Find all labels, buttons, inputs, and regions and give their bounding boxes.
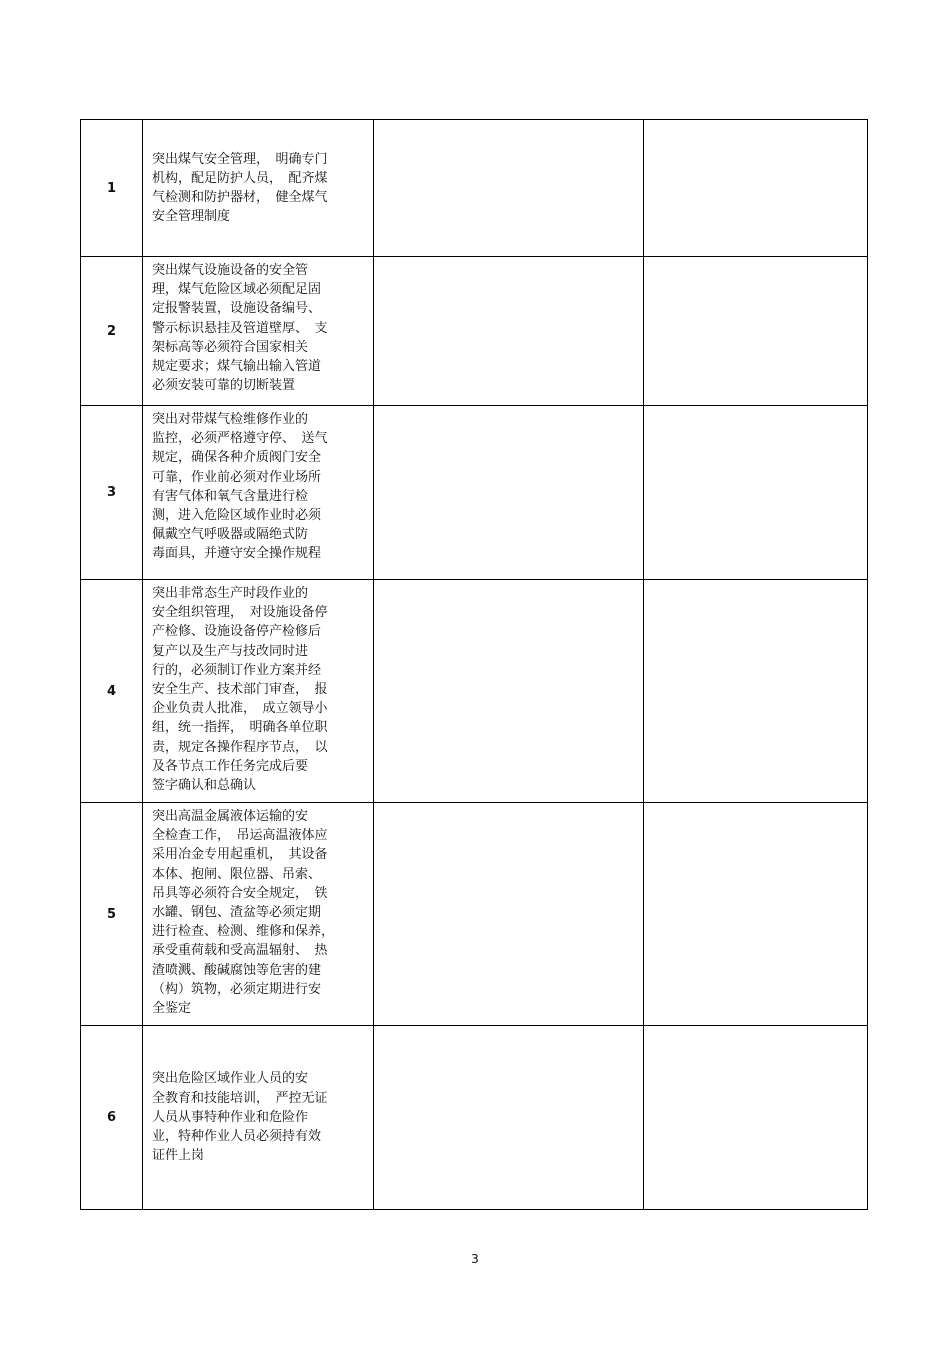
row-description: 突出对带煤气检维修作业的 监控，必须严格遵守停、 送气 规定，确保各种介质阀门安全 可靠，作业前必须对作业场所 有害气体和氧气含量进行检 测，进入危险区域作业时必须 佩戴空气呼吸器或隔绝式防 毒面具，并遵守安全操作规程 bbox=[143, 406, 374, 580]
row-number: 3 bbox=[81, 406, 143, 580]
blank-cell bbox=[374, 803, 644, 1026]
table-row bbox=[81, 1026, 868, 1210]
row-description: 突出煤气设施设备的安全管 理，煤气危险区域必须配足固 定报警装置，设施设备编号、 警示标识悬挂及管道壁厚、 支 架标高等必须符合国家相关 规定要求；煤气输出输入管道 必须安装可靠的切断装置 bbox=[143, 257, 374, 406]
row-description: 突出危险区域作业人员的安 全教育和技能培训， 严控无证 人员从事特种作业和危险作 业，特种作业人员必须持有效 证件上岗 bbox=[143, 1026, 374, 1210]
row-number: 6 bbox=[81, 1026, 143, 1210]
blank-cell bbox=[644, 1026, 868, 1210]
blank-cell bbox=[374, 257, 644, 406]
blank-cell bbox=[374, 1026, 644, 1210]
row-description: 突出非常态生产时段作业的 安全组织管理， 对设施设备停 产检修、设施设备停产检修后 复产以及生产与技改同时进 行的，必须制订作业方案并经 安全生产、技术部门审查， 报 企业负责人批准， 成立领导小 组，统一指挥， 明确各单位职 责，规定各操作程序节点， 以 及各节点工作任务完成后要 签字确认和总确认 bbox=[143, 580, 374, 803]
page-number: 3 bbox=[471, 1252, 479, 1266]
blank-cell bbox=[374, 120, 644, 257]
checklist-table bbox=[80, 119, 868, 1210]
blank-cell bbox=[644, 803, 868, 1026]
blank-cell bbox=[644, 580, 868, 803]
row-description: 突出煤气安全管理， 明确专门 机构，配足防护人员， 配齐煤 气检测和防护器材， 健全煤气 安全管理制度 bbox=[143, 120, 374, 257]
row-number: 2 bbox=[81, 257, 143, 406]
table-row bbox=[81, 406, 868, 580]
row-number: 5 bbox=[81, 803, 143, 1026]
row-number: 1 bbox=[81, 120, 143, 257]
table-row bbox=[81, 803, 868, 1026]
blank-cell bbox=[644, 406, 868, 580]
row-description: 突出高温金属液体运输的安 全检查工作， 吊运高温液体应 采用冶金专用起重机， 其设备 本体、抱闸、限位器、吊索、 吊具等必须符合安全规定， 铁 水罐、钢包、渣盆等必须定期 进行检查、检测、维修和保养， 承受重荷载和受高温辐射、 热 渣喷溅、酸碱腐蚀等危害的建 （构）筑物，必须定期进行安 全鉴定 bbox=[143, 803, 374, 1026]
blank-cell bbox=[644, 257, 868, 406]
table-row bbox=[81, 120, 868, 257]
table-row bbox=[81, 257, 868, 406]
blank-cell bbox=[644, 120, 868, 257]
row-number: 4 bbox=[81, 580, 143, 803]
blank-cell bbox=[374, 580, 644, 803]
blank-cell bbox=[374, 406, 644, 580]
table-row bbox=[81, 580, 868, 803]
